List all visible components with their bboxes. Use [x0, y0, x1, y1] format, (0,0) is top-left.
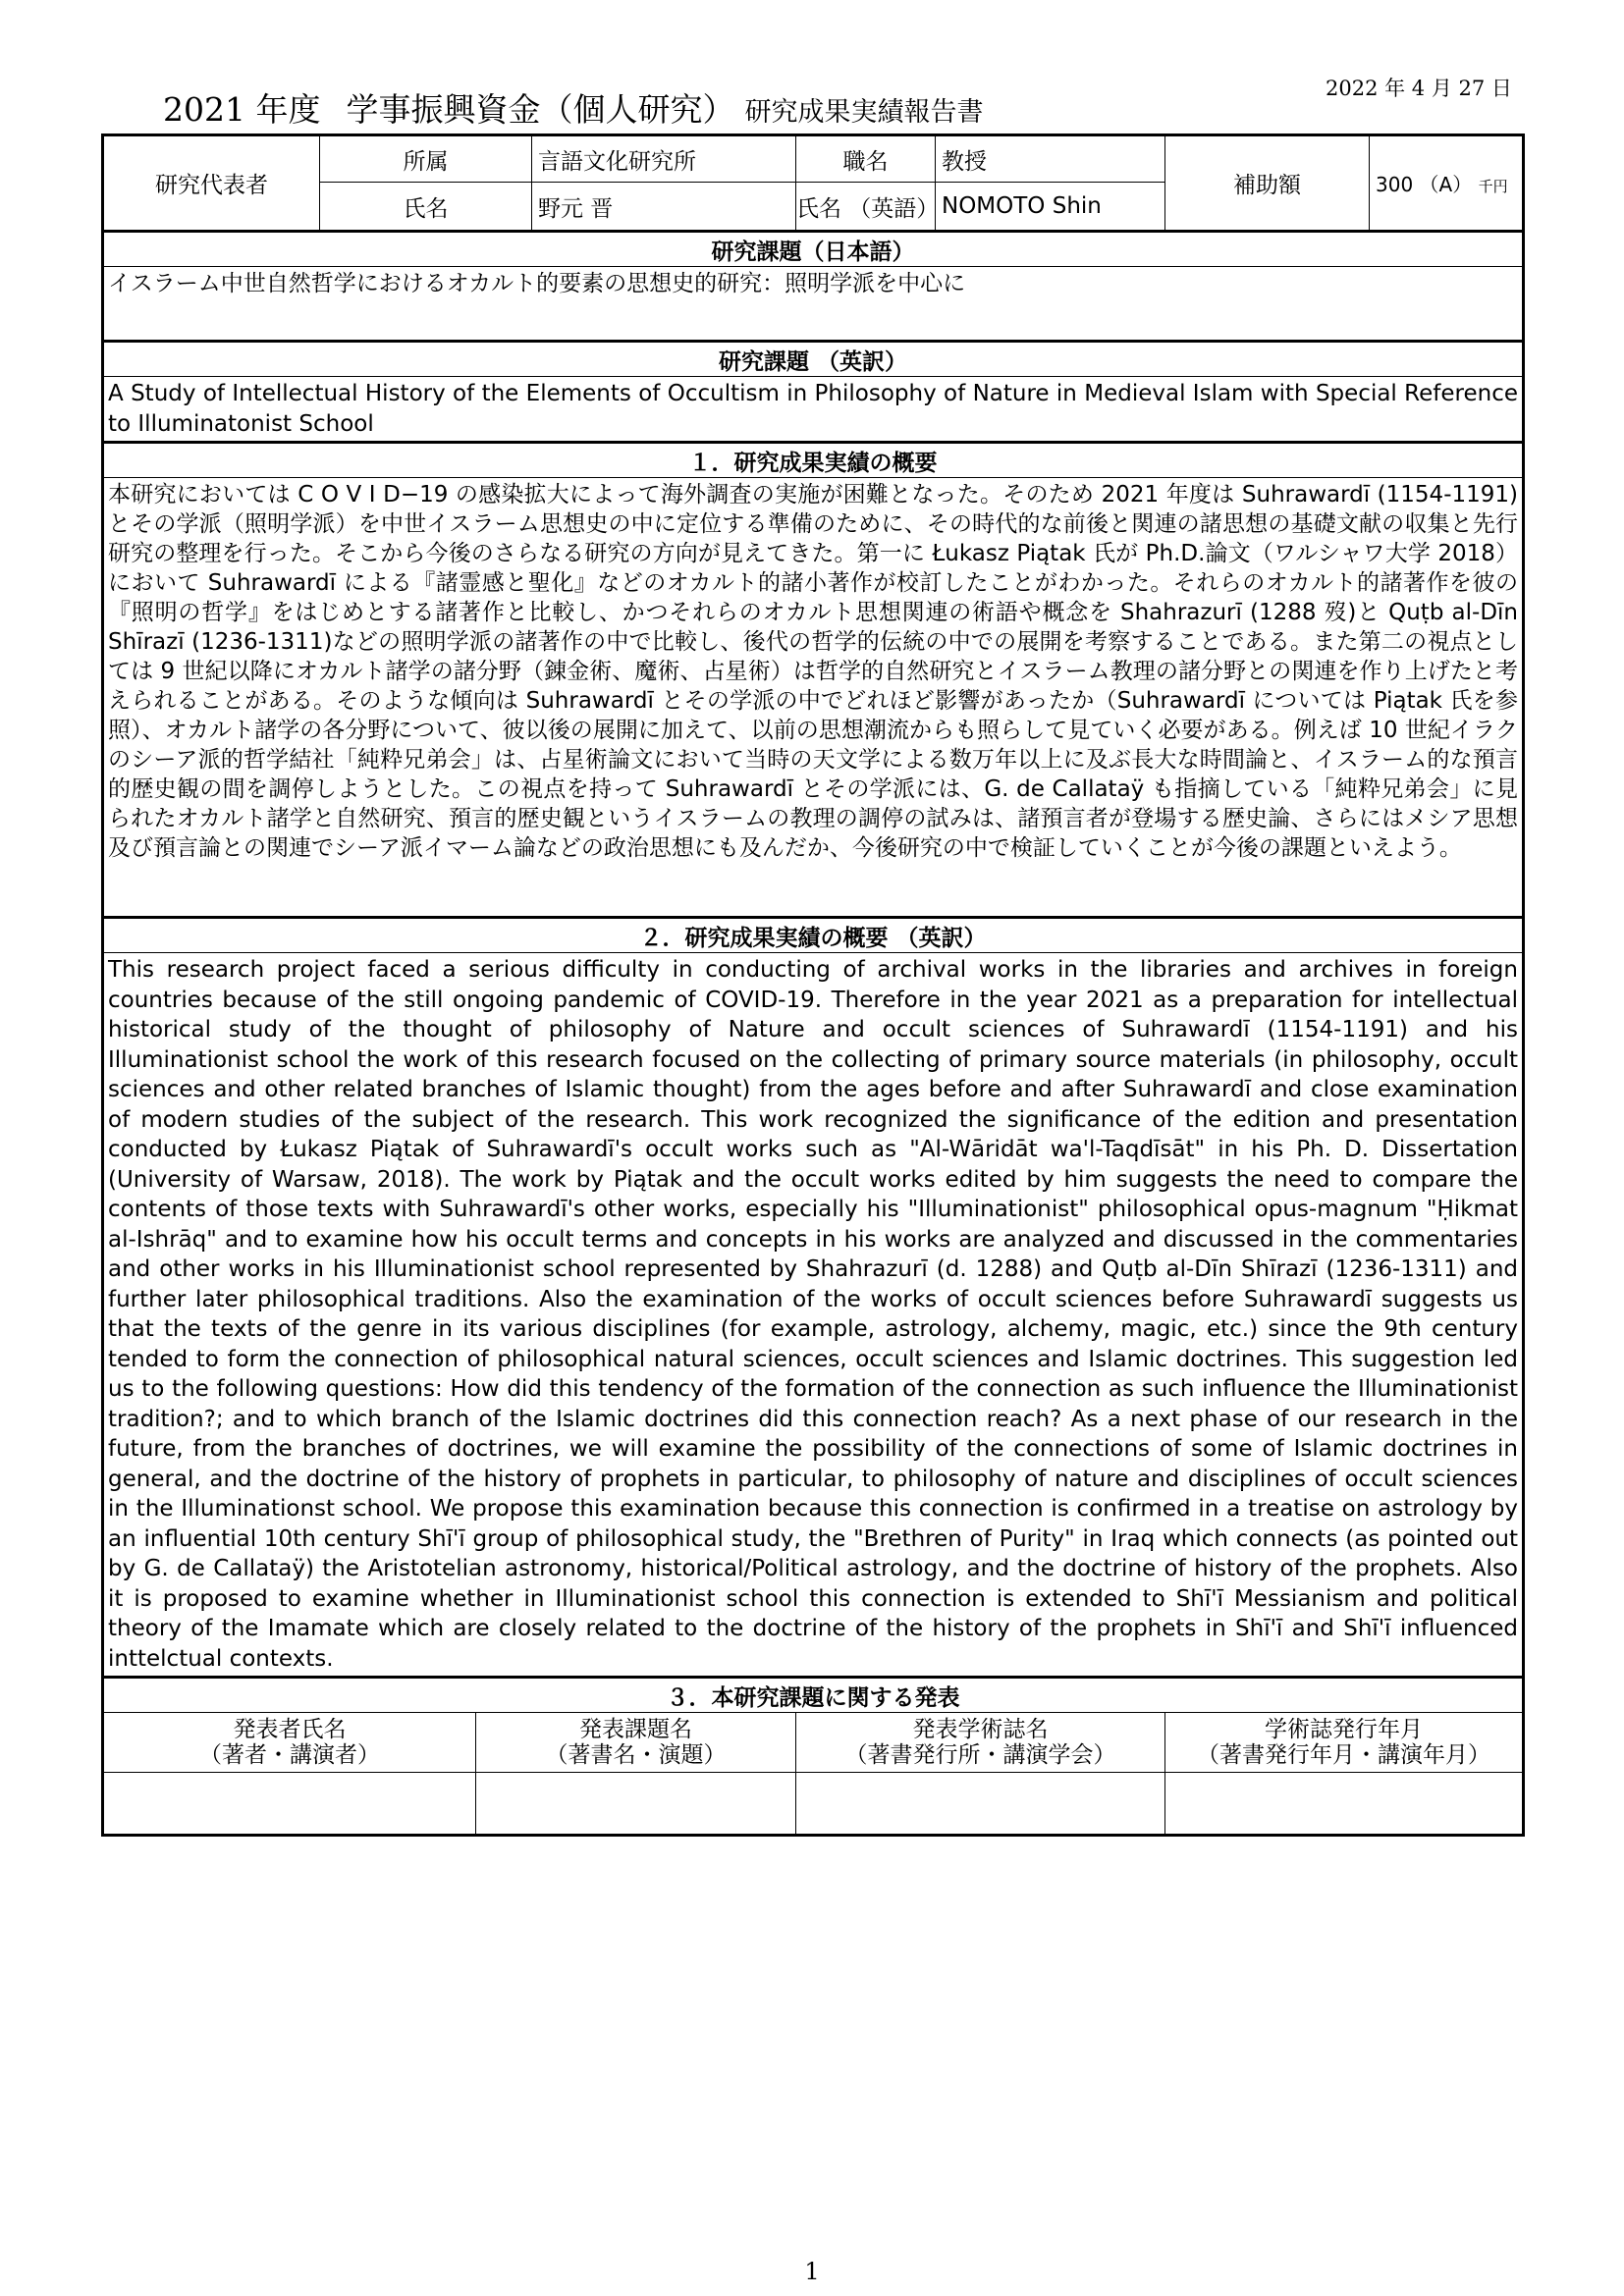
- pub-col-date: 学術誌発行年月 （著書発行年月・講演年月）: [1165, 1713, 1524, 1773]
- publications-heading: ３．本研究課題に関する発表: [103, 1678, 1524, 1713]
- name-value: 野元 晋: [532, 183, 796, 232]
- name-en-value: NOMOTO Shin: [936, 183, 1165, 232]
- position-label: 職名: [796, 135, 936, 183]
- name-en-label: 氏名 （英語）: [796, 183, 936, 232]
- pub-cell-journal[interactable]: [796, 1773, 1165, 1836]
- title-main: 学事振興資金（個人研究）: [346, 90, 735, 129]
- position-value: 教授: [936, 135, 1165, 183]
- title-year: 2021 年度: [163, 90, 321, 129]
- pub-cell-title[interactable]: [476, 1773, 796, 1836]
- report-form: [101, 133, 1525, 1837]
- topic-en-text: A Study of Intellectual History of the Elements of Occultism in Philosophy of Nature in Medieval Islam with Special Reference to Illuminatonist School: [103, 377, 1524, 443]
- affiliation-label: 所属: [320, 135, 532, 183]
- pub-cell-author[interactable]: [103, 1773, 476, 1836]
- grant-label: 補助額: [1165, 135, 1370, 232]
- title-sub: 研究成果実績報告書: [744, 97, 984, 128]
- summary-en-heading: ２．研究成果実績の概要 （英訳）: [103, 918, 1524, 953]
- page-number: 1: [804, 2258, 820, 2285]
- grant-unit: 千円: [1478, 178, 1508, 195]
- pub-col-author: 発表者氏名 （著者・講演者）: [103, 1713, 476, 1773]
- pub-cell-date[interactable]: [1165, 1773, 1524, 1836]
- affiliation-value: 言語文化研究所: [532, 135, 796, 183]
- report-date: 2022 年 4 月 27 日: [1326, 77, 1512, 100]
- summary-jp-heading: １．研究成果実績の概要: [103, 443, 1524, 478]
- grant-value: [1370, 135, 1524, 232]
- representative-label: 研究代表者: [103, 135, 320, 232]
- topic-jp-text: イスラーム中世自然哲学におけるオカルト的要素の思想史的研究：照明学派を中心に: [103, 267, 1524, 342]
- summary-jp-text: 本研究においては C O V I D−19 の感染拡大によって海外調査の実施が困難となった。そのため 2021 年度は Suhrawardī (1154-1191)とその学派（照明学派）を中世イスラーム思想史の中に定位する準備のために、その時代的な前後と関連の諸思想の基礎文献の収集と先行研究の整理を行った。そこから今後のさらなる研究の方向が見えてきた。第一に Łukasz Piątak 氏が Ph.D.論文（ワルシャワ大学 2018）において Suhrawardī による『諸霊感と聖化』などのオカルト的諸小著作が校訂したことがわかった。それらのオカルト的諸著作を彼の『照明の哲学』をはじめとする諸著作と比較し、かつそれらのオカルト思想関連の術語や概念を Shahrazurī (1288 歿)と Quṭb al-Dīn Shīrazī (1236-1311)などの照明学派の諸著作の中で比較し、後代の哲学的伝統の中での展開を考察することである。また第二の視点としては 9 世紀以降にオカルト諸学の諸分野（錬金術、魔術、占星術）は哲学的自然研究とイスラーム教理の諸分野との関連を作り上げたと考えられることがある。そのような傾向は Suhrawardī とその学派の中でどれほど影響があったか（Suhrawardī については Piątak 氏を参照）、オカルト諸学の各分野について、彼以後の展開に加えて、以前の思想潮流からも照らして見ていく必要がある。例えば 10 世紀イラクのシーア派的哲学結社「純粋兄弟会」は、占星術論文において当時の天文学による数万年以上に及ぶ長大な時間論と、イスラーム的な預言的歴史観の間を調停しようとした。この視点を持って Suhrawardī とその学派には、G. de Callataÿ も指摘している「純粋兄弟会」に見られたオカルト諸学と自然研究、預言的歴史観というイスラームの教理の調停の試みは、諸預言者が登場する歴史論、さらにはメシア思想及び預言論との関連でシーア派イマーム論などの政治思想にも及んだか、今後研究の中で検証していくことが今後の課題といえよう。: [103, 478, 1524, 918]
- summary-en-text: This research project faced a serious difficulty in conducting of archival works in the libraries and archives in foreign countries because of the still ongoing pandemic of COVID-19. Therefore in the year 2021 as a preparation for intellectual historical study of the thought of philosophy of Nature and occult sciences of Suhrawardī (1154-1191) and his Illuminationist school the work of this research focused on the collecting of primary source materials (in philosophy, occult sciences and other related branches of Islamic thought) from the ages before and after Suhrawardī and close examination of modern studies of the subject of the research. This work recognized the significance of the edition and presentation conducted by Łukasz Piątak of Suhrawardī's occult works such as "Al-Wāridāt wa'l-Taqdīsāt" in his Ph. D. Dissertation (University of Warsaw, 2018). The work by Piątak and the occult works edited by him suggests the need to compare the contents of those texts with Suhrawardī's other works, especially his "Illuminationist" philosophical opus-magnum "Ḥikmat al-Ishrāq" and to examine how his occult terms and concepts in his works are analyzed and discussed in the commentaries and other works in his Illuminationist school represented by Shahrazurī (d. 1288) and Quṭb al-Dīn Shīrazī (1236-1311) and further later philosophical traditions. Also the examination of the works of occult sciences before Suhrawardī suggests us that the texts of the genre in its various disciplines (for example, astrology, alchemy, magic, etc.) since the 9th century tended to form the connection of philosophical natural sciences, occult sciences and Islamic doctrines. This suggestion led us to the following questions: How did this tendency of the formation of the connection as such influence the Illuminationist tradition?; and to which branch of the Islamic doctrines did this connection reach? As a next phase of our research in the future, from the branches of doctrines, we will examine the possibility of the connections of some of Islamic doctrines in general, and the doctrine of the history of prophets in particular, to philosophy of nature and disciplines of occult sciences in the Illuminationst school. We propose this examination because this connection is confirmed in a treatise on astrology by an influential 10th century Shī'ī group of philosophical study, the "Brethren of Purity" in Iraq which connects (as pointed out by G. de Callataÿ) the Aristotelian astronomy, historical/Political astrology, and the doctrine of history of the prophets. Also it is proposed to examine whether in Illuminationist school this connection is extended to Shī'ī Messianism and political theory of the Imamate which are closely related to the doctrine of the history of the prophets in Shī'ī and Shī'ī influenced inttelctual contexts.: [103, 953, 1524, 1678]
- name-label: 氏名: [320, 183, 532, 232]
- topic-jp-heading: 研究課題（日本語）: [103, 232, 1524, 267]
- topic-en-heading: 研究課題 （英訳）: [103, 342, 1524, 377]
- report-title: [163, 84, 983, 131]
- grant-amount: 300 （A）: [1376, 173, 1473, 196]
- pub-col-title: 発表課題名 （著書名・演題）: [476, 1713, 796, 1773]
- pub-col-journal: 発表学術誌名 （著書発行所・講演学会）: [796, 1713, 1165, 1773]
